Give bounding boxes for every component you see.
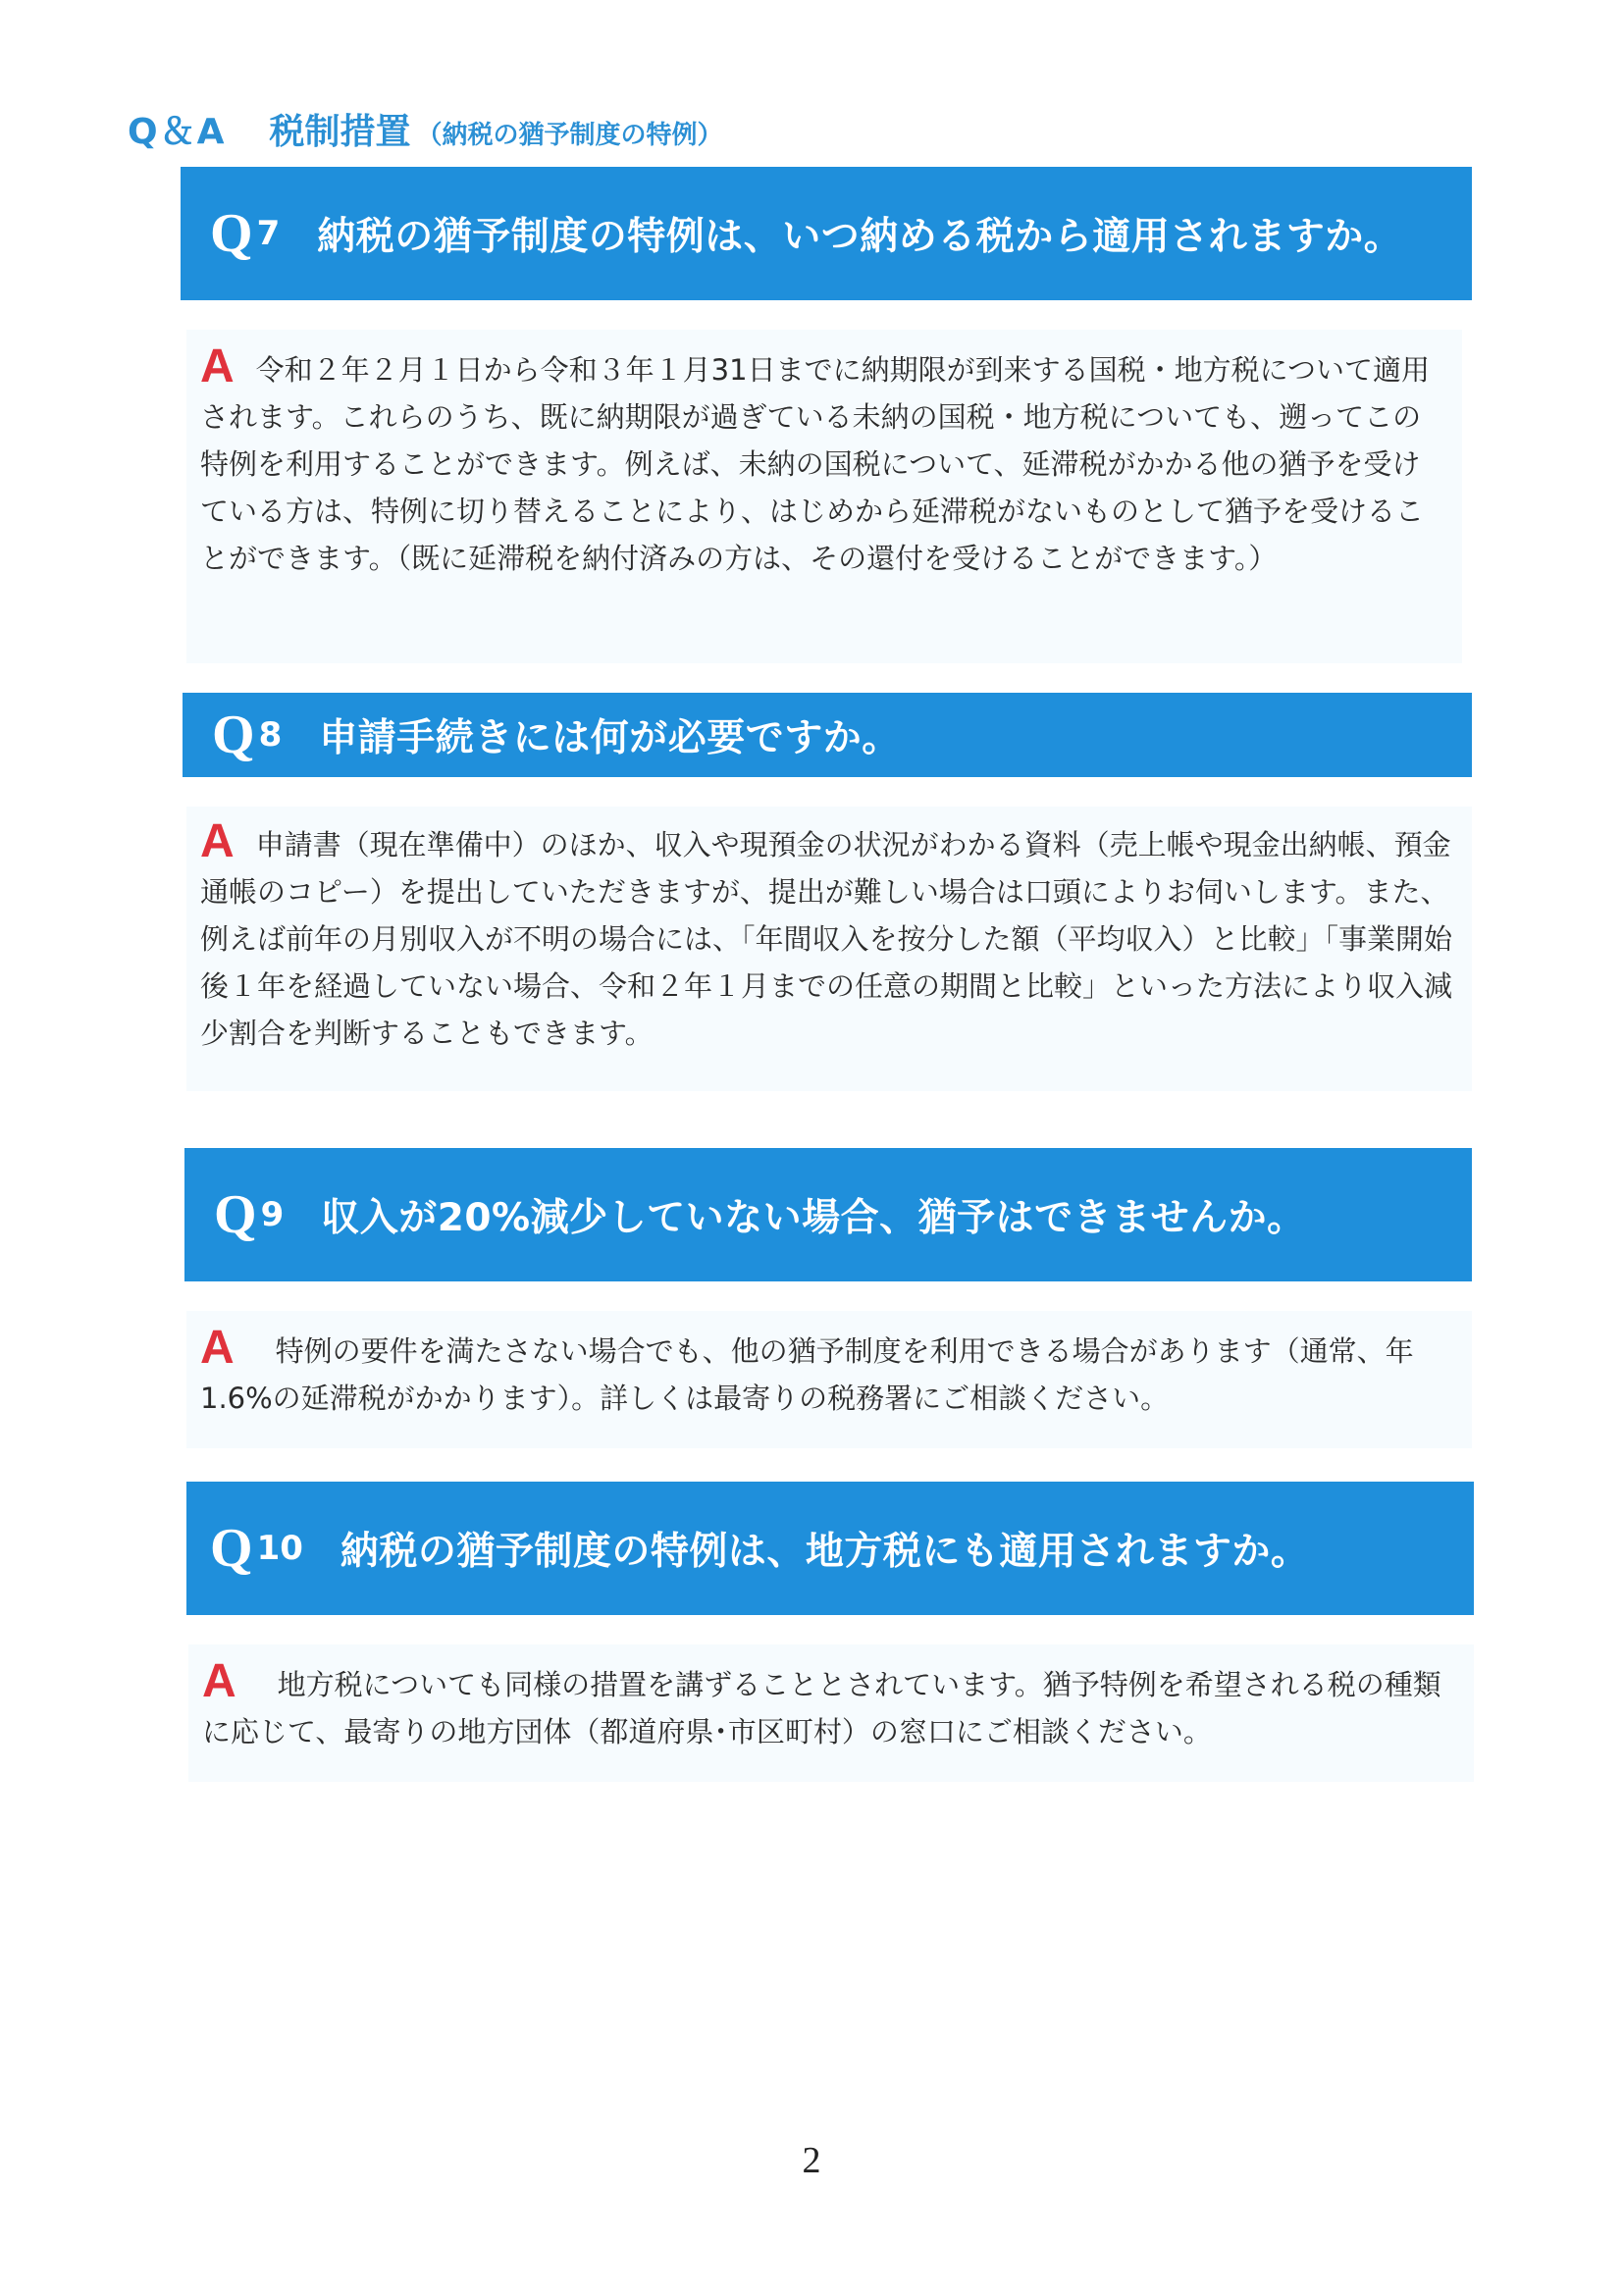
q-mark: Q [210,203,253,264]
q-mark: Q [210,1518,253,1579]
q-number: 7 [256,214,281,253]
a-mark: A [202,1655,236,1707]
section-title: 税制措置 [269,112,411,152]
question-text: 納税の猶予制度の特例は、いつ納める税から適用されますか。 [317,215,1403,259]
q-mark: Q [214,1184,257,1245]
question-bar-q8 [183,693,1472,777]
answer-text: 地方税についても同様の措置を講ずることとされています。猶予特例を希望される税の種類に応じて、最寄りの地方団体（都道府県･市区町村）の窓口にご相談ください。 [202,1668,1441,1748]
answer-text: 特例の要件を満たさない場合でも、他の猶予制度を利用できる場合があります（通常、年1.6%の延滞税がかかります）。詳しくは最寄りの税務署にご相談ください。 [200,1334,1414,1415]
a-mark: A [200,340,235,392]
q-number: 10 [256,1529,303,1568]
answer-block-q9 [186,1311,1472,1448]
qa-label: Q＆A [128,112,227,152]
answer-block-q7 [186,330,1462,663]
section-subtitle: （納税の猶予制度の特例） [416,121,723,150]
answer-text: 令和２年２月１日から令和３年１月31日までに納期限が到来する国税・地方税について適用されます。これらのうち、既に納期限が過ぎている未納の国税・地方税についても、遡ってこの特例を利用することができます。例えば、未納の国税について、延滞税がかかる他の猶予を受けている方は、特例に切り替えることにより、はじめから延滞税がないものとして猶予を受けることができます。（既に延滞税を納付済みの方は、その還付を受けることができます。） [200,353,1430,575]
question-text: 納税の猶予制度の特例は、地方税にも適用されますか。 [340,1530,1310,1574]
question-text: 収入が20%減少していない場合、猶予はできませんか。 [321,1196,1306,1240]
q-mark: Q [212,704,255,765]
q-number: 8 [258,715,283,755]
answer-block-q10 [188,1644,1474,1782]
q-number: 9 [260,1195,285,1234]
a-mark: A [200,1322,235,1374]
a-mark: A [200,815,235,867]
question-bar-q10 [186,1482,1474,1615]
answer-text: 申請書（現在準備中）のほか、収入や現預金の状況がわかる資料（売上帳や現金出納帳、預金通帳のコピー）を提出していただきますが、提出が難しい場合は口頭によりお伺いします。また、例えば前年の月別収入が不明の場合には、「年間収入を按分した額（平均収入）と比較」「事業開始後１年を経過していない場合、令和２年１月までの任意の期間と比較」といった方法により収入減少割合を判断することもできます。 [200,828,1453,1050]
page-number: 2 [802,2140,821,2181]
answer-block-q8 [186,807,1472,1091]
question-bar-q9 [184,1148,1472,1281]
page-header [128,104,723,154]
question-text: 申請手続きには何が必要ですか。 [319,716,901,760]
question-bar-q7 [181,167,1472,300]
